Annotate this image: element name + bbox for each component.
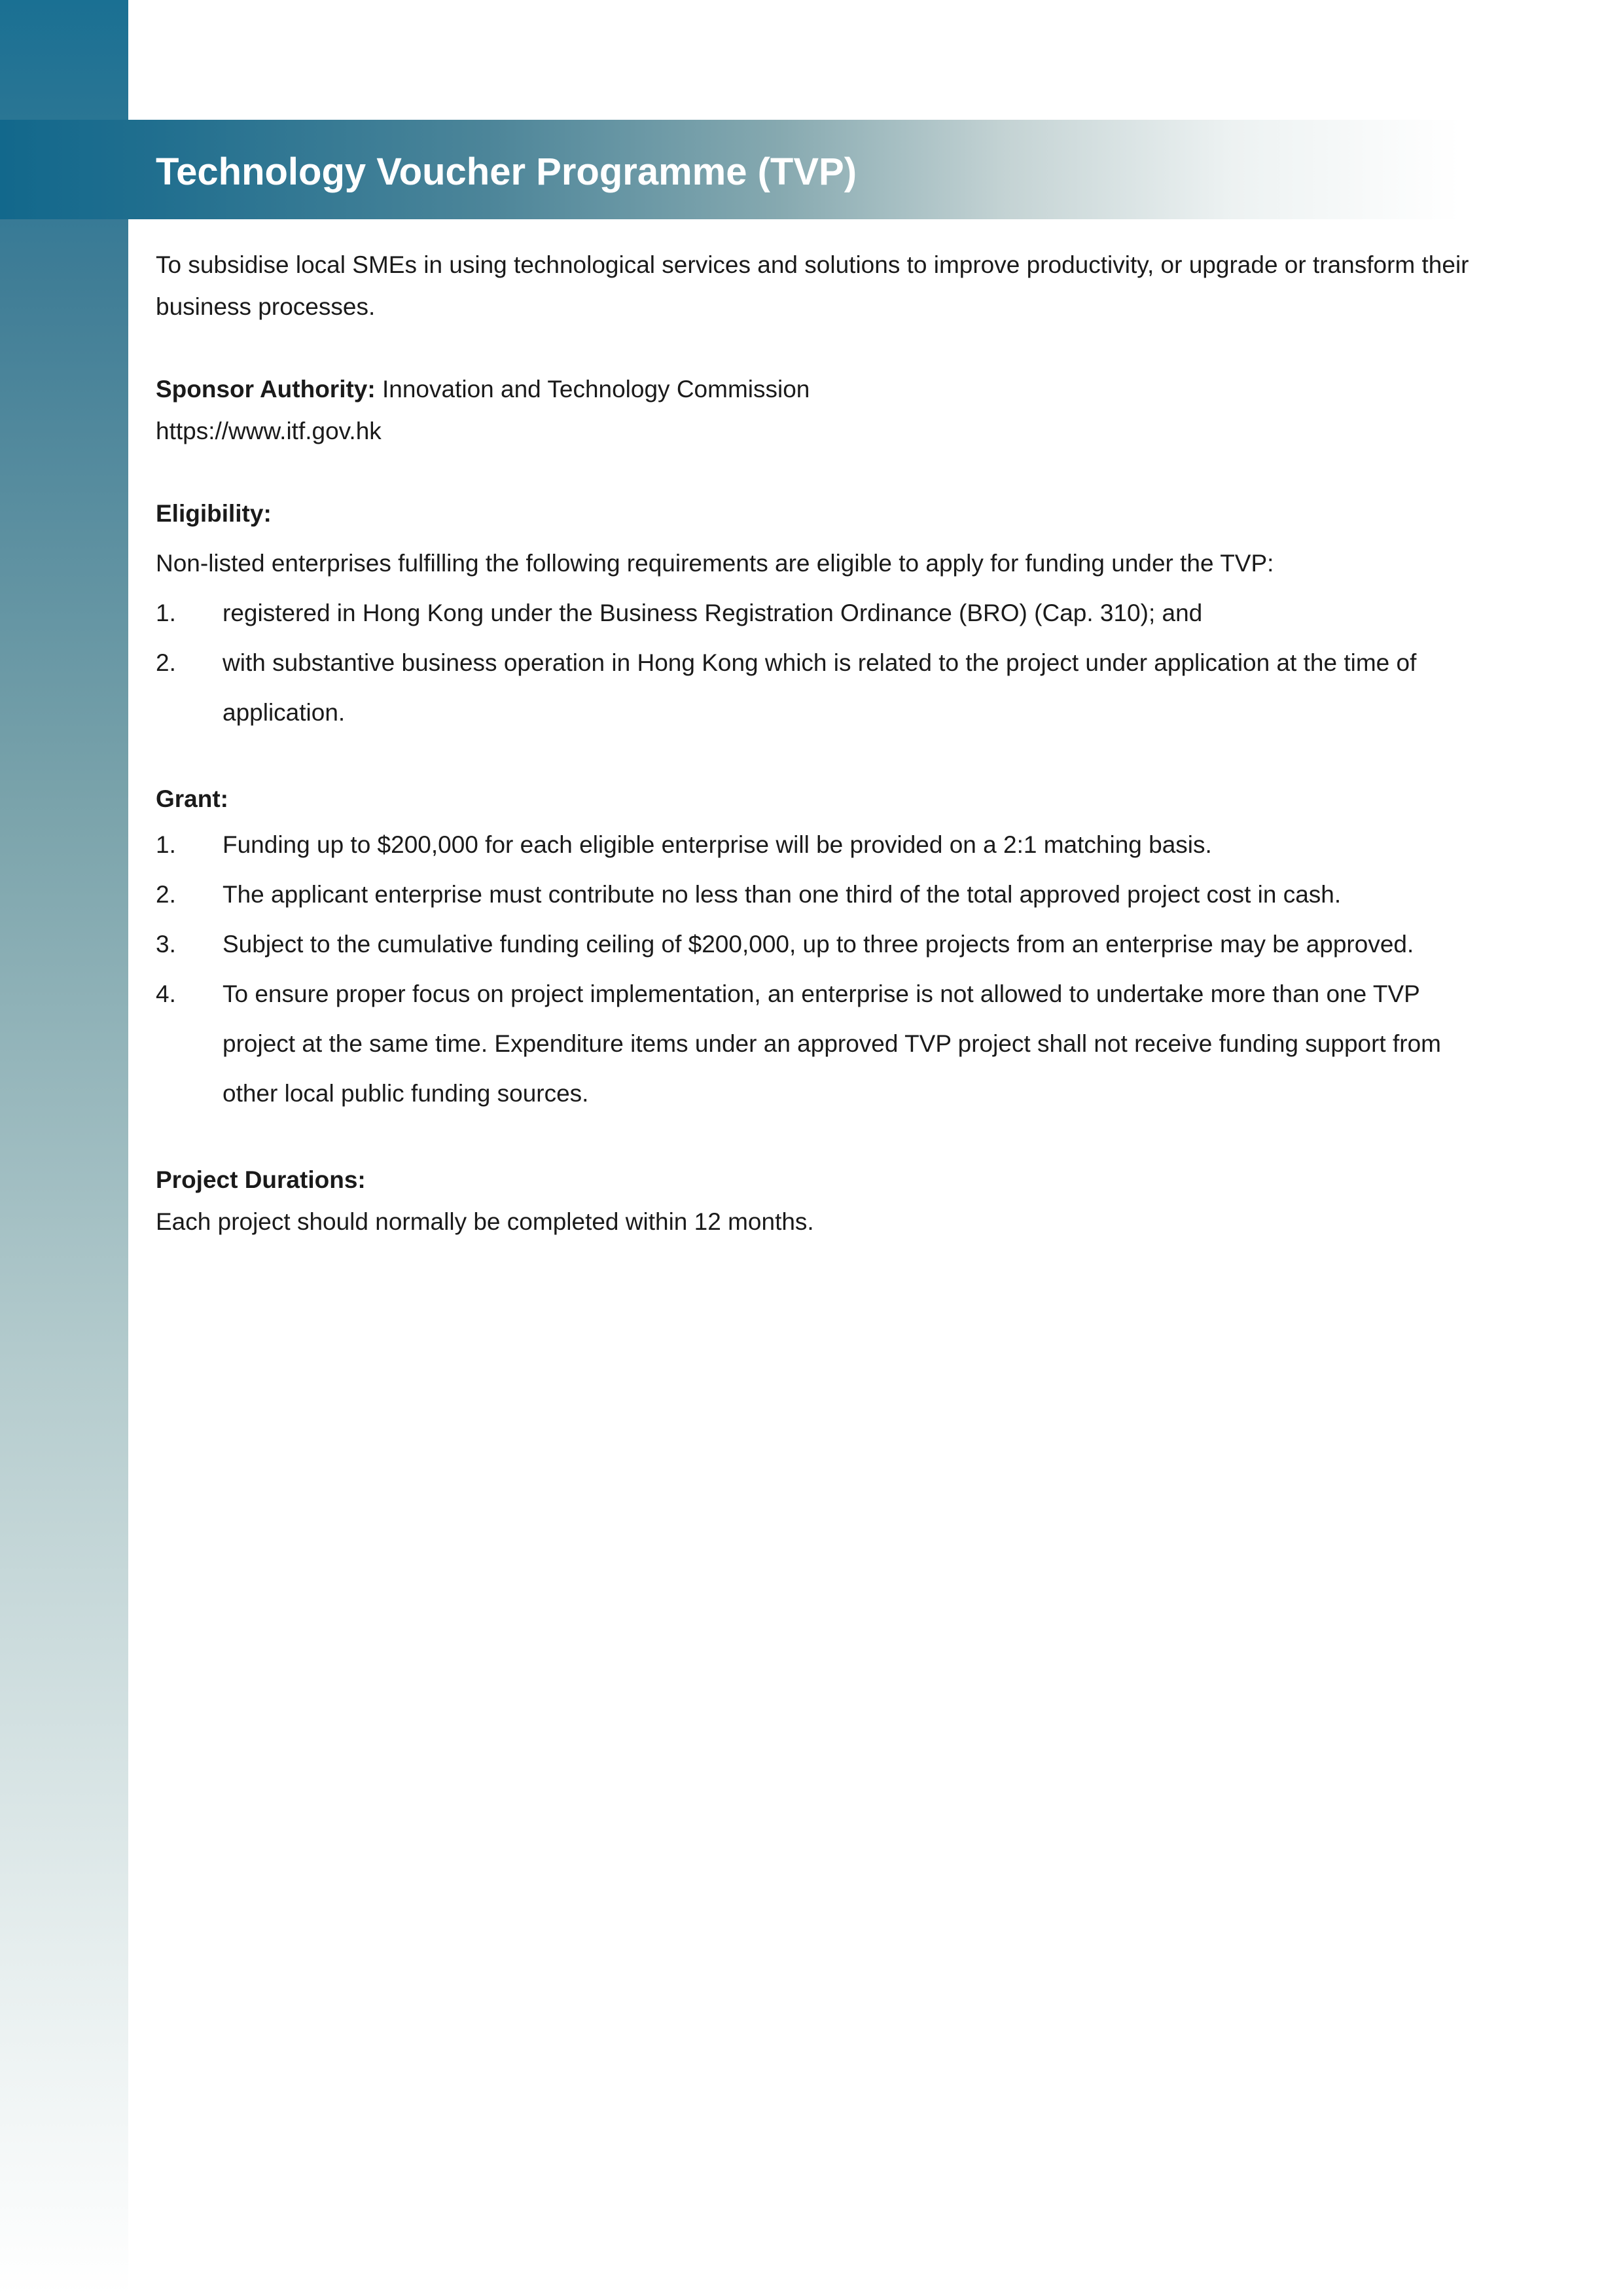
sponsor-value: Innovation and Technology Commission <box>382 376 810 403</box>
list-item <box>156 920 1491 969</box>
sponsor-label: Sponsor Authority: <box>156 376 376 403</box>
sponsor-line <box>156 368 1491 410</box>
list-item-text: The applicant enterprise must contribute no less than one third of the total approved project cost in cash. <box>223 881 1342 908</box>
list-item-number: 1. <box>156 600 176 626</box>
list-item-text: Subject to the cumulative funding ceiling of $200,000, up to three projects from an enterprise may be approved. <box>223 931 1414 958</box>
list-item-text: To ensure proper focus on project implementation, an enterprise is not allowed to undertake more than one TVP project at the same time. Expenditure items under an approved TVP project shall not receive funding support from other local public funding sources. <box>223 980 1441 1107</box>
decorative-side-gradient <box>0 0 128 2296</box>
durations-text: Each project should normally be completed within 12 months. <box>156 1208 814 1235</box>
list-item-text: Funding up to $200,000 for each eligible enterprise will be provided on a 2:1 matching basis. <box>223 831 1212 858</box>
list-item <box>156 638 1491 738</box>
eligibility-heading: Eligibility: <box>156 500 272 527</box>
eligibility-lead: Non-listed enterprises fulfilling the following requirements are eligible to apply for funding under the TVP: <box>156 550 1274 577</box>
document-body <box>156 244 1491 1243</box>
list-item <box>156 969 1491 1119</box>
list-item <box>156 820 1491 870</box>
list-item-number: 1. <box>156 831 176 858</box>
durations-heading: Project Durations: <box>156 1166 366 1193</box>
grant-heading: Grant: <box>156 785 228 812</box>
list-item-number: 4. <box>156 980 176 1007</box>
list-item-number: 3. <box>156 931 176 958</box>
intro-paragraph: To subsidise local SMEs in using technological services and solutions to improve productivity, or upgrade or transform their business processes. <box>156 251 1469 320</box>
list-item-number: 2. <box>156 649 176 676</box>
list-item-text: with substantive business operation in Hong Kong which is related to the project under application at the time of application. <box>223 649 1417 726</box>
page-title: Technology Voucher Programme (TVP) <box>156 151 857 193</box>
eligibility-list <box>156 588 1491 738</box>
list-item-text: registered in Hong Kong under the Business Registration Ordinance (BRO) (Cap. 310); and <box>223 600 1203 626</box>
list-item-number: 2. <box>156 881 176 908</box>
list-item <box>156 588 1491 638</box>
grant-list <box>156 820 1491 1119</box>
list-item <box>156 870 1491 920</box>
sponsor-url: https://www.itf.gov.hk <box>156 418 382 444</box>
